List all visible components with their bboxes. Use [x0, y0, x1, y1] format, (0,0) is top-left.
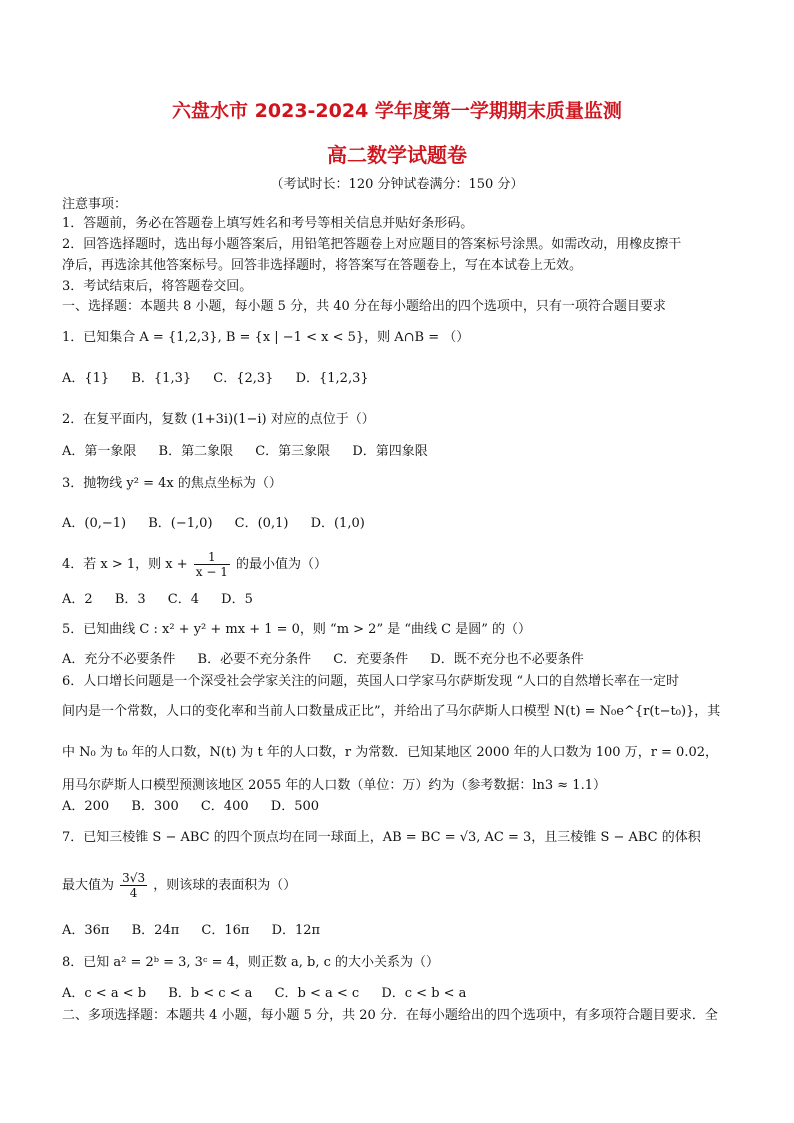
q4-stem-pre: 4．若 x > 1，则 x + — [62, 557, 188, 572]
q3-options — [62, 514, 742, 533]
q8-option-a: A．c < a < b — [62, 986, 147, 1001]
q7-option-b: B．24π — [131, 923, 180, 938]
section1-heading: 一、选择题：本题共 8 小题，每小题 5 分，共 40 分在每小题给出的四个选项中，只有一项符合题目要求 — [62, 299, 666, 314]
q2-option-a: A．第一象限 — [62, 444, 137, 459]
q4-option-a: A．2 — [62, 592, 93, 607]
q3-option-c: C．(0,1) — [234, 516, 289, 531]
q1-option-c: C．{2,3} — [213, 371, 274, 386]
q3-option-b: B．(−1,0) — [148, 516, 213, 531]
q6-line-4: 用马尔萨斯人口模型预测该地区 2055 年的人口数（单位：万）约为（参考数据：ln3 ≈ 1.1） — [62, 778, 606, 793]
q4-stem-post: 的最小值为（） — [236, 557, 328, 572]
q2-option-b: B．第二象限 — [158, 444, 234, 459]
q2-option-c: C．第三象限 — [255, 444, 331, 459]
q4-option-d: D．5 — [221, 592, 253, 607]
note-2b: 净后，再选涂其他答案标号。回答非选择题时，将答案写在答题卷上，写在本试卷上无效。 — [62, 258, 583, 273]
q3-stem: 3．抛物线 y² = 4x 的焦点坐标为（） — [62, 476, 282, 491]
q2-stem: 2．在复平面内，复数 (1+3i)(1−i) 对应的点位于（） — [62, 412, 375, 427]
q4-option-c: C．4 — [167, 592, 199, 607]
q7-fraction-numerator: 3√3 — [122, 871, 146, 885]
q5-stem: 5．已知曲线 C : x² + y² + mx + 1 = 0，则 “m > 2” 是 “曲线 C 是圆” 的（） — [62, 622, 532, 637]
q7-line-1: 7．已知三棱锥 S − ABC 的四个顶点均在同一球面上，AB = BC = √3, AC = 3，且三棱锥 S − ABC 的体积 — [62, 830, 701, 845]
q7-option-d: D．12π — [271, 923, 321, 938]
q8-option-c: C．b < a < c — [274, 986, 360, 1001]
note-3: 3．考试结束后，将答题卷交回。 — [62, 279, 253, 294]
section2-heading: 二、多项选择题：本题共 4 小题，每小题 5 分，共 20 分．在每小题给出的四个选项中，有多项符合题目要求．全 — [62, 1008, 718, 1023]
q5-option-b: B．必要不充分条件 — [197, 652, 312, 667]
q6-line-2: 间内是一个常数，人口的变化率和当前人口数量成正比”，并给出了马尔萨斯人口模型 N(t) = N₀e^{r(t−t₀)}，其 — [62, 704, 721, 719]
q6-option-b: B．300 — [131, 799, 179, 814]
q3-option-d: D．(1,0) — [310, 516, 365, 531]
q5-option-c: C．充要条件 — [333, 652, 409, 667]
exam-subtitle: 高二数学试题卷 — [327, 143, 467, 167]
q7-option-a: A．36π — [62, 923, 110, 938]
notes-heading: 注意事项： — [62, 197, 128, 212]
note-1: 1．答题前，务必在答题卷上填写姓名和考号等相关信息并贴好条形码。 — [62, 216, 474, 231]
q5-option-d: D．既不充分也不必要条件 — [430, 652, 584, 667]
q4-option-b: B．3 — [114, 592, 146, 607]
q5-option-a: A．充分不必要条件 — [62, 652, 176, 667]
q7-fraction-denominator: 4 — [129, 886, 138, 900]
q6-option-a: A．200 — [62, 799, 110, 814]
q7-options — [62, 921, 742, 940]
q4-fraction-numerator: 1 — [194, 550, 230, 565]
q7-fraction — [120, 871, 147, 900]
q2-option-d: D．第四象限 — [352, 444, 428, 459]
note-2a: 2．回答选择题时，选出每小题答案后，用铅笔把答题卷上对应题目的答案标号涂黑。如需改动，用橡皮擦干 — [62, 237, 682, 252]
q7-line-2 — [62, 870, 742, 902]
q2-options — [62, 442, 742, 461]
q1-options — [62, 369, 742, 388]
q6-options — [62, 797, 742, 816]
q6-option-d: D．500 — [270, 799, 320, 814]
exam-info: （考试时长：120 分钟试卷满分：150 分） — [270, 177, 524, 192]
q1-option-b: B．{1,3} — [131, 371, 192, 386]
q1-option-d: D．{1,2,3} — [295, 371, 369, 386]
q6-line-3: 中 N₀ 为 t₀ 年的人口数，N(t) 为 t 年的人口数，r 为常数．已知某地区 2000 年的人口数为 100 万，r = 0.02， — [62, 745, 719, 760]
q4-fraction — [194, 550, 230, 579]
q5-options — [62, 650, 742, 669]
exam-title: 六盘水市 2023-2024 学年度第一学期期末质量监测 — [172, 100, 622, 122]
q4-fraction-denominator: x − 1 — [195, 565, 228, 579]
q3-option-a: A．(0,−1) — [62, 516, 127, 531]
q8-stem: 8．已知 a² = 2ᵇ = 3, 3ᶜ = 4，则正数 a, b, c 的大小关系为（） — [62, 955, 440, 970]
q1-option-a: A．{1} — [62, 371, 110, 386]
q8-option-b: B．b < c < a — [168, 986, 253, 1001]
q7-line-2-post: ，则该球的表面积为（） — [153, 878, 297, 893]
q6-option-c: C．400 — [200, 799, 249, 814]
q8-options — [62, 984, 742, 1003]
q1-stem: 1．已知集合 A = {1,2,3}, B = {x | −1 < x < 5}，则 A∩B = （） — [62, 330, 470, 345]
q7-line-2-pre: 最大值为 — [62, 878, 115, 893]
q8-option-d: D．c < b < a — [381, 986, 467, 1001]
q4-options — [62, 590, 742, 609]
q4-stem — [62, 550, 742, 580]
q6-line-1: 6．人口增长问题是一个深受社会学家关注的问题，英国人口学家马尔萨斯发现 “人口的自然增长率在一定时 — [62, 674, 680, 689]
q7-option-c: C．16π — [201, 923, 250, 938]
